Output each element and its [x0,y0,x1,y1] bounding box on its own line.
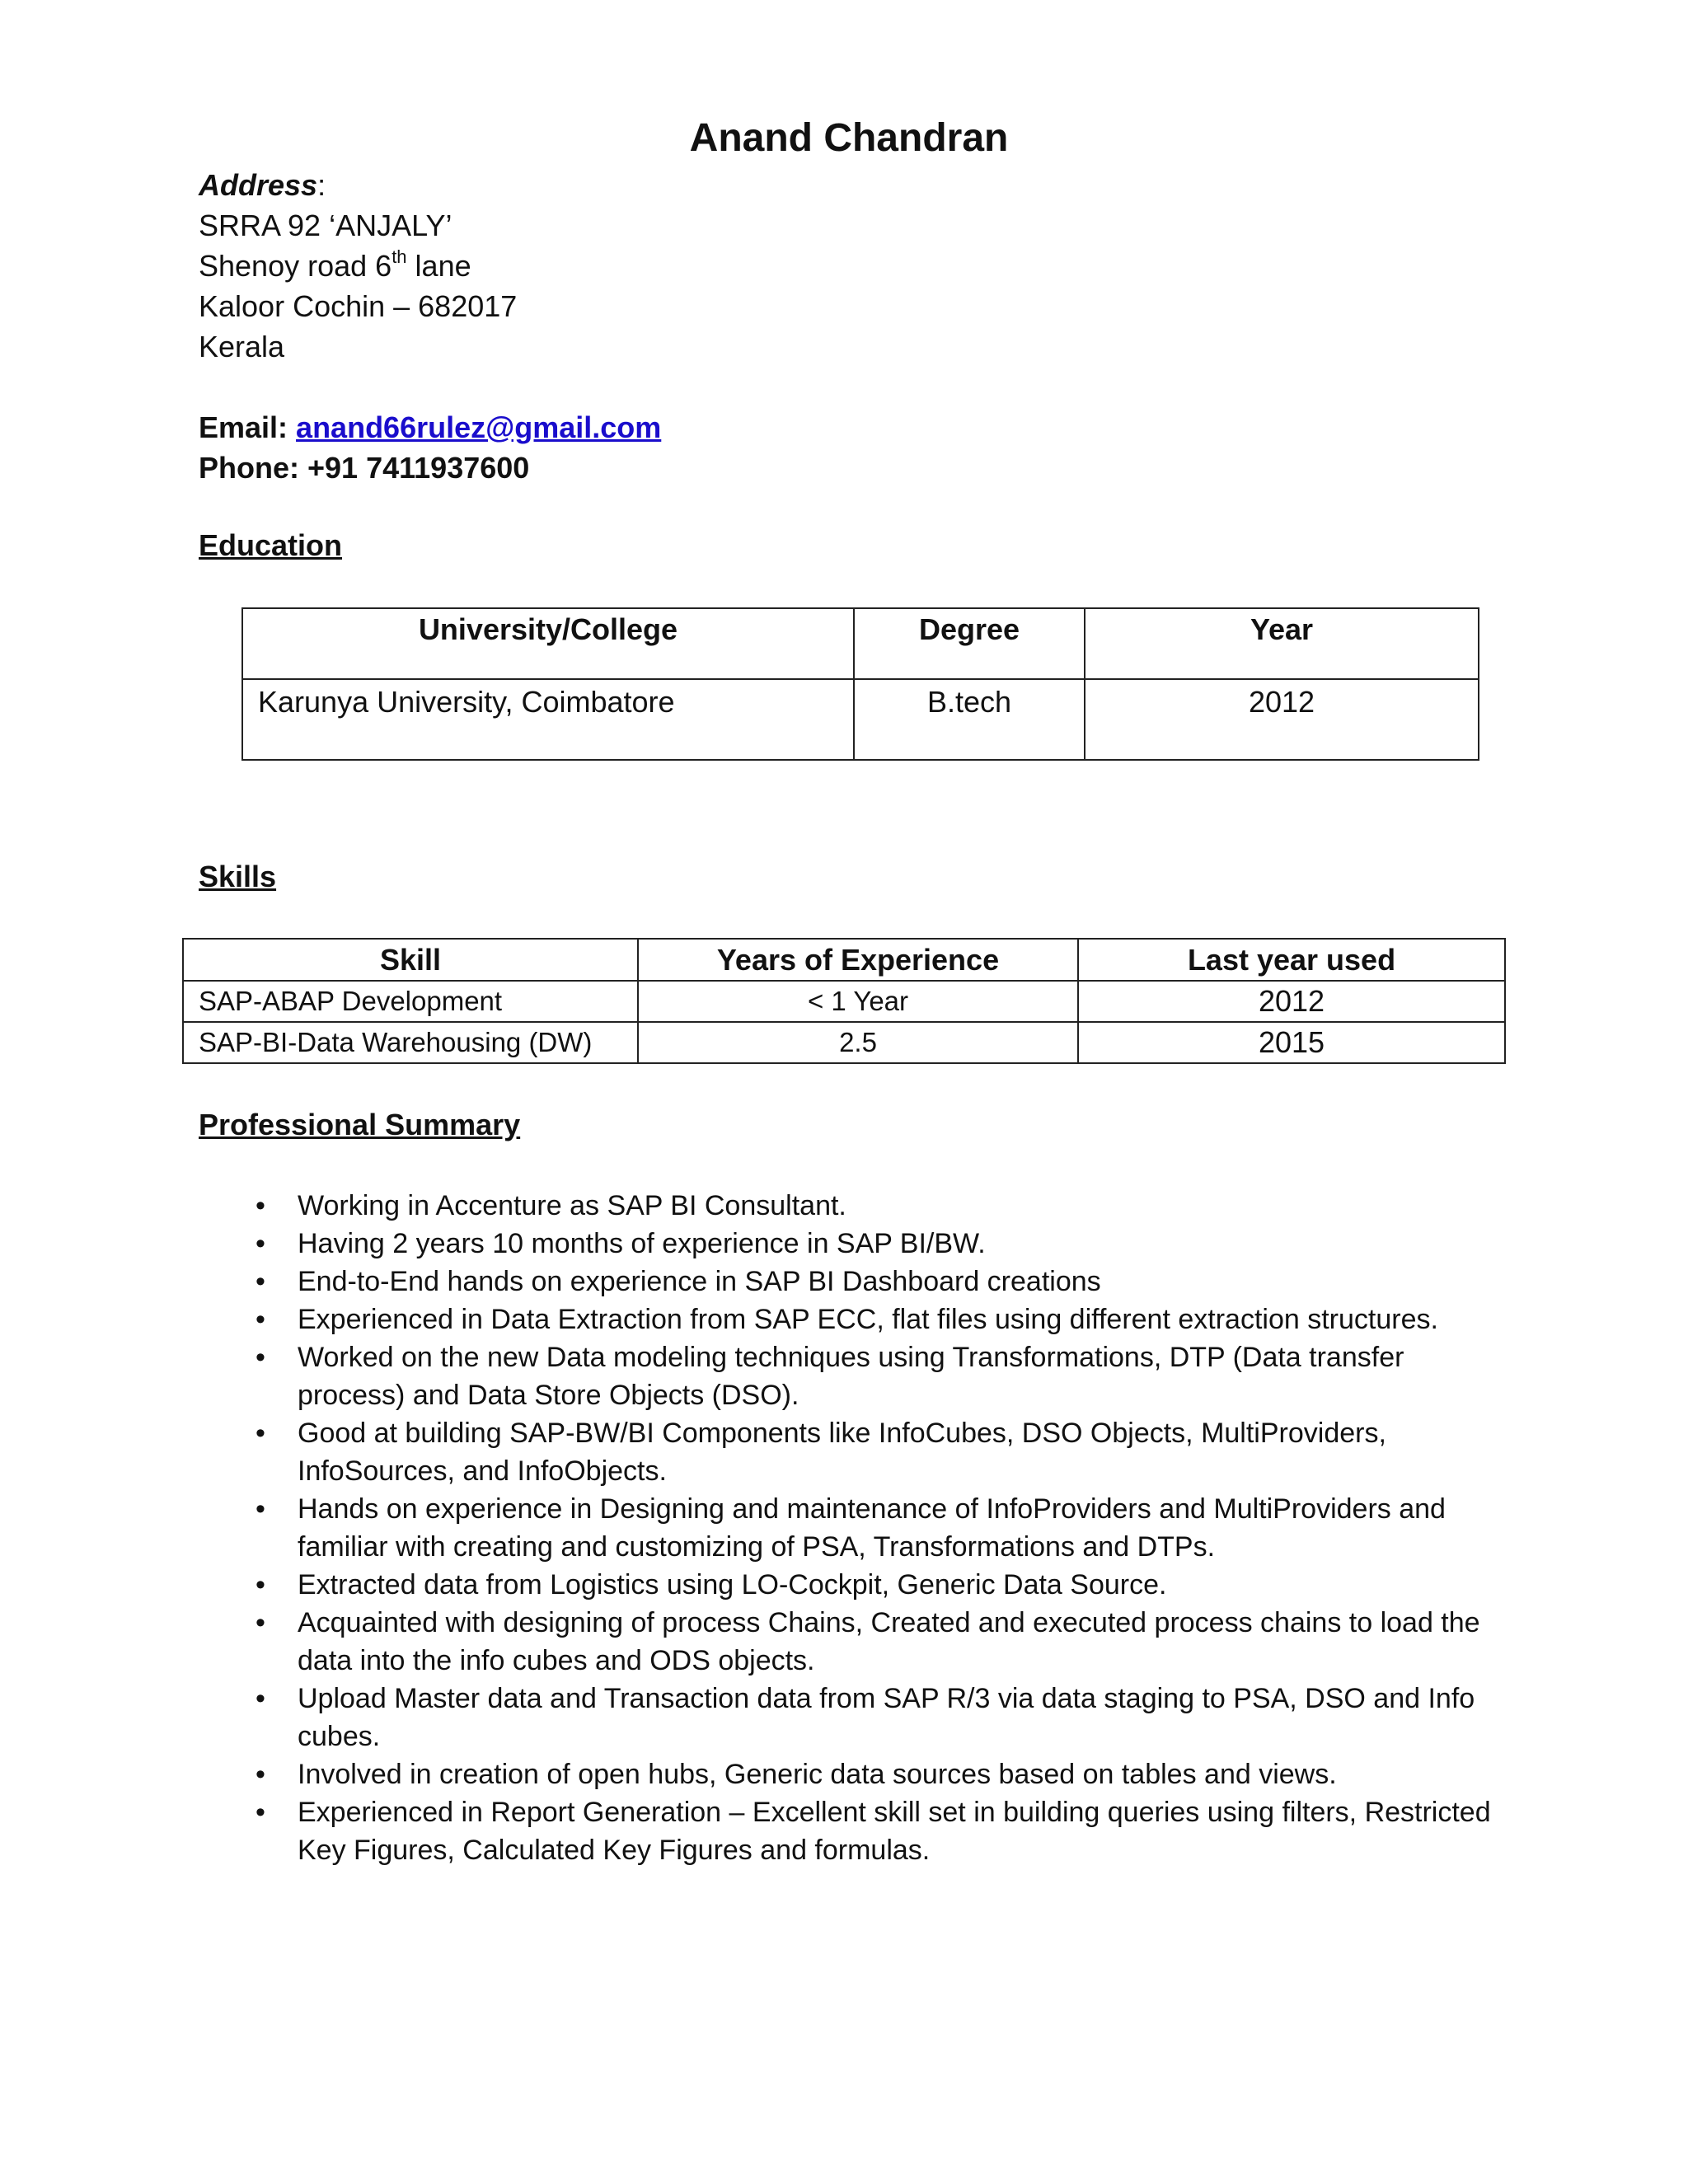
bullet-icon: • [256,1759,265,1790]
list-item [199,1187,1517,1225]
bullet-icon: • [256,1569,265,1601]
skill-last-used-cell: 2012 [1078,981,1505,1022]
bullet-icon: • [256,1304,265,1335]
bullet-icon: • [256,1797,265,1828]
address-line-2-superscript: th [392,246,407,267]
bullet-icon: • [256,1228,265,1259]
list-item [199,1301,1517,1338]
bullet-icon: • [256,1266,265,1297]
education-university-cell: Karunya University, Coimbatore [242,679,854,760]
list-item [199,1566,1517,1604]
list-item [199,1263,1517,1301]
list-item [199,1755,1517,1793]
education-col-degree: Degree [854,608,1085,679]
bullet-icon: • [256,1493,265,1525]
education-degree-cell: B.tech [854,679,1085,760]
skills-heading: Skills [199,860,277,893]
email-link[interactable]: anand66rulez@gmail.com [296,410,662,444]
summary-item-text: Working in Accenture as SAP BI Consultant. [298,1190,846,1221]
candidate-name: Anand Chandran [689,116,1009,160]
list-item [199,1414,1517,1490]
skills-col-years: Years of Experience [638,939,1078,981]
summary-item-text: Involved in creation of open hubs, Generic data sources based on tables and views. [298,1759,1337,1790]
phone-line [199,448,661,488]
list-item [199,1680,1517,1755]
list-item [199,1225,1517,1263]
summary-item-text: Experienced in Report Generation – Excellent skill set in building queries using filters, Restricted Key Figures, Calculated Key Figures and formulas. [298,1797,1491,1866]
address-line-4: Kerala [199,330,285,363]
list-item [199,1793,1517,1869]
address-colon: : [317,168,326,202]
list-item [199,1338,1517,1414]
bullet-icon: • [256,1190,265,1221]
address-line-2-end: lane [406,249,471,283]
skills-col-skill: Skill [183,939,638,981]
skill-last-used-cell: 2015 [1078,1022,1505,1063]
table-row [183,1022,1505,1063]
bullet-icon: • [256,1342,265,1373]
address-line-2 [199,246,517,286]
summary-item-text: Acquainted with designing of process Chains, Created and executed process chains to load the data into the info cubes and ODS objects. [298,1607,1480,1676]
skills-header-row [183,939,1505,981]
address-block [199,165,517,367]
bullet-icon: • [256,1683,265,1714]
table-row [242,679,1479,760]
summary-item-text: Hands on experience in Designing and maintenance of InfoProviders and MultiProviders and familiar with creating and customizing of PSA, Transformations and DTPs. [298,1493,1446,1563]
education-heading: Education [199,528,343,562]
skill-name-cell: SAP-BI-Data Warehousing (DW) [183,1022,638,1063]
email-line [199,407,661,448]
summary-item-text: Upload Master data and Transaction data from SAP R/3 via data staging to PSA, DSO and Info cubes. [298,1683,1475,1752]
summary-item-text: Experienced in Data Extraction from SAP ECC, flat files using different extraction structures. [298,1304,1438,1335]
summary-heading: Professional Summary [199,1108,521,1141]
education-table [241,607,1479,761]
summary-item-text: Having 2 years 10 months of experience in SAP BI/BW. [298,1228,986,1259]
phone-number: +91 7411937600 [307,451,530,485]
education-col-year: Year [1085,608,1479,679]
skill-years-cell: 2.5 [638,1022,1078,1063]
skills-table [182,938,1506,1064]
address-label: Address [199,168,318,202]
education-year-cell: 2012 [1085,679,1479,760]
address-line-2-main: Shenoy road 6 [199,249,392,283]
table-row [183,981,1505,1022]
skill-name-cell: SAP-ABAP Development [183,981,638,1022]
address-line-1: SRRA 92 ‘ANJALY’ [199,209,452,242]
address-label-line [199,165,517,205]
skills-col-last-used: Last year used [1078,939,1505,981]
address-line-3: Kaloor Cochin – 682017 [199,289,518,323]
bullet-icon: • [256,1418,265,1449]
list-item [199,1490,1517,1566]
summary-item-text: Worked on the new Data modeling techniques using Transformations, DTP (Data transfer process) and Data Store Objects (DSO). [298,1342,1404,1411]
contact-block [199,407,661,488]
email-label: Email: [199,410,297,444]
summary-item-text: Extracted data from Logistics using LO-Cockpit, Generic Data Source. [298,1569,1167,1601]
education-header-row [242,608,1479,679]
summary-list [199,1187,1517,1869]
summary-item-text: Good at building SAP-BW/BI Components like InfoCubes, DSO Objects, MultiProviders, InfoSources, and InfoObjects. [298,1418,1386,1487]
phone-label: Phone: [199,451,307,485]
education-col-university: University/College [242,608,854,679]
bullet-icon: • [256,1607,265,1638]
skill-years-cell: < 1 Year [638,981,1078,1022]
summary-item-text: End-to-End hands on experience in SAP BI Dashboard creations [298,1266,1101,1297]
list-item [199,1604,1517,1680]
